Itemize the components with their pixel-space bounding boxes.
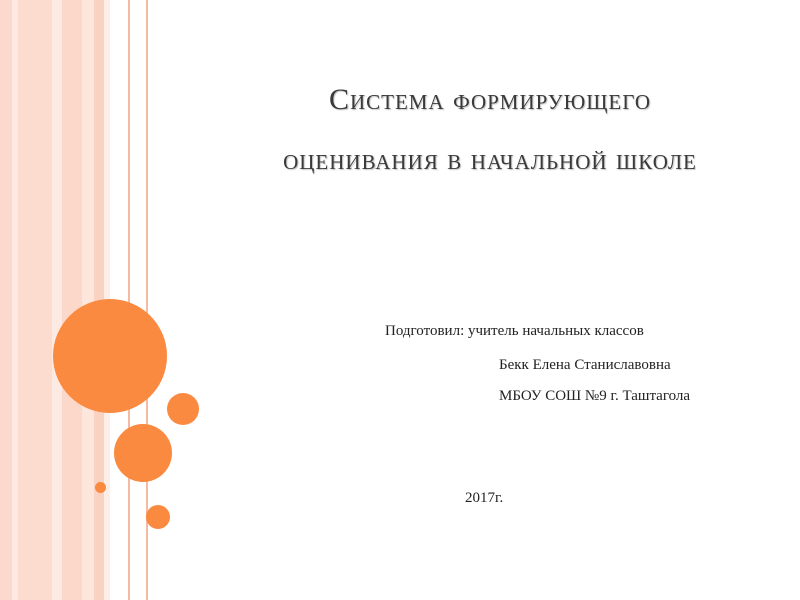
decor-stripe: [62, 0, 82, 600]
decor-line: [128, 0, 130, 600]
slide-title-line1: Система формирующего: [328, 83, 652, 116]
decor-stripe: [0, 0, 12, 600]
decor-circle-large: [53, 299, 167, 413]
author-name-text: Бекк Елена Станиславовна: [499, 357, 671, 373]
decor-circle-small: [146, 505, 170, 529]
decor-circle-tiny: [95, 482, 106, 493]
decor-stripe: [82, 0, 94, 600]
slide-title: [210, 70, 770, 190]
decor-stripe: [18, 0, 52, 600]
prepared-by-text: Подготовил: учитель начальных классов: [385, 323, 644, 339]
year-text: 2017г.: [465, 490, 504, 506]
slide-title-line2: оценивания в начальной школе: [283, 143, 697, 176]
decor-stripe: [52, 0, 62, 600]
school-text: МБОУ СОШ №9 г. Таштагола: [499, 388, 691, 404]
decor-circle-small: [167, 393, 199, 425]
decor-circle-medium: [114, 424, 172, 482]
